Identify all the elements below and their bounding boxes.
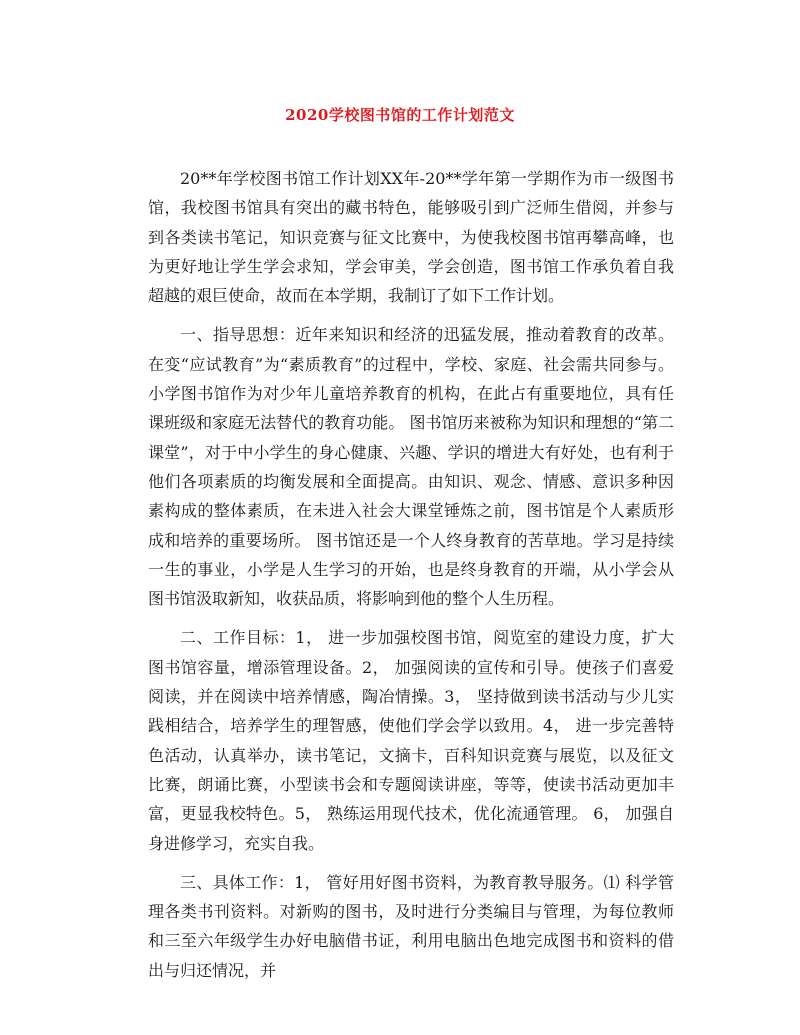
paragraph-guiding-thought: 一、指导思想：近年来知识和经济的迅猛发展，推动着教育的改革。在变“应试教育”为“素质教育”的过程中，学校、家庭、社会需共同参与。小学图书馆作为对少年儿童培养教育的机构，在此占有重要地位，具有任课班级和家庭无法替代的教育功能。 图书馆历来被称为知识和理想的“第二课堂”，对于中小学生的身心健康、兴趣、学识的增进大有好处，也有利于他们各项素质的均衡发展和全面提高。由知识、观念、情感、意识多种因素构成的整体素质，在未进入社会大课堂锤炼之前，图书馆是个人素质形成和培养的重要场所。 图书馆还是一个人终身教育的苦草地。学习是持续一生的事业，小学是人生学习的开始，也是终身教育的开端，从小学会从图书馆汲取新知，收获品质，将影响到他的整个人生历程。 — [148, 325, 674, 609]
paragraph-work-goals: 二、工作目标：1， 进一步加强校图书馆，阅览室的建设力度，扩大图书馆容量，增添管理设备。2， 加强阅读的宣传和引导。使孩子们喜爱阅读，并在阅读中培养情感，陶冶情操。3， 坚持做到读书活动与少儿实践相结合，培养学生的理智感，使他们学会学以致用。4， 进一步完善特色活动，认真举办，读书笔记，文摘卡，百科知识竞赛与展览，以及征文比赛，朗诵比赛，小型读书会和专题阅读讲座，等等，使读书活动更加丰富，更显我校特色。5， 熟练运用现代技术，优化流通管理。 6， 加强自身进修学习，充实自我。 — [148, 628, 674, 853]
paragraph-specific-work: 三、具体工作：1， 管好用好图书资料，为教育教导服务。⑴ 科学管理各类书刊资料。对新购的图书，及时进行分类编目与管理，为每位教师和三至六年级学生办好电脑借书证，利用电脑出色地完成图书和资料的借出与归还情况，并 — [148, 872, 674, 980]
document-body — [148, 164, 674, 985]
paragraph-intro: 20**年学校图书馆工作计划XX年-20**学年第一学期作为市一级图书馆，我校图书馆具有突出的藏书特色，能够吸引到广泛师生借阅，并参与到各类读书笔记，知识竞赛与征文比赛中，为使我校图书馆再攀高峰，也为更好地让学生学会求知，学会审美，学会创造，图书馆工作承负着自我超越的艰巨使命，故而在本学期，我制订了如下工作计划。 — [148, 169, 674, 306]
document-title: 2020学校图书馆的工作计划范文 — [285, 106, 515, 124]
